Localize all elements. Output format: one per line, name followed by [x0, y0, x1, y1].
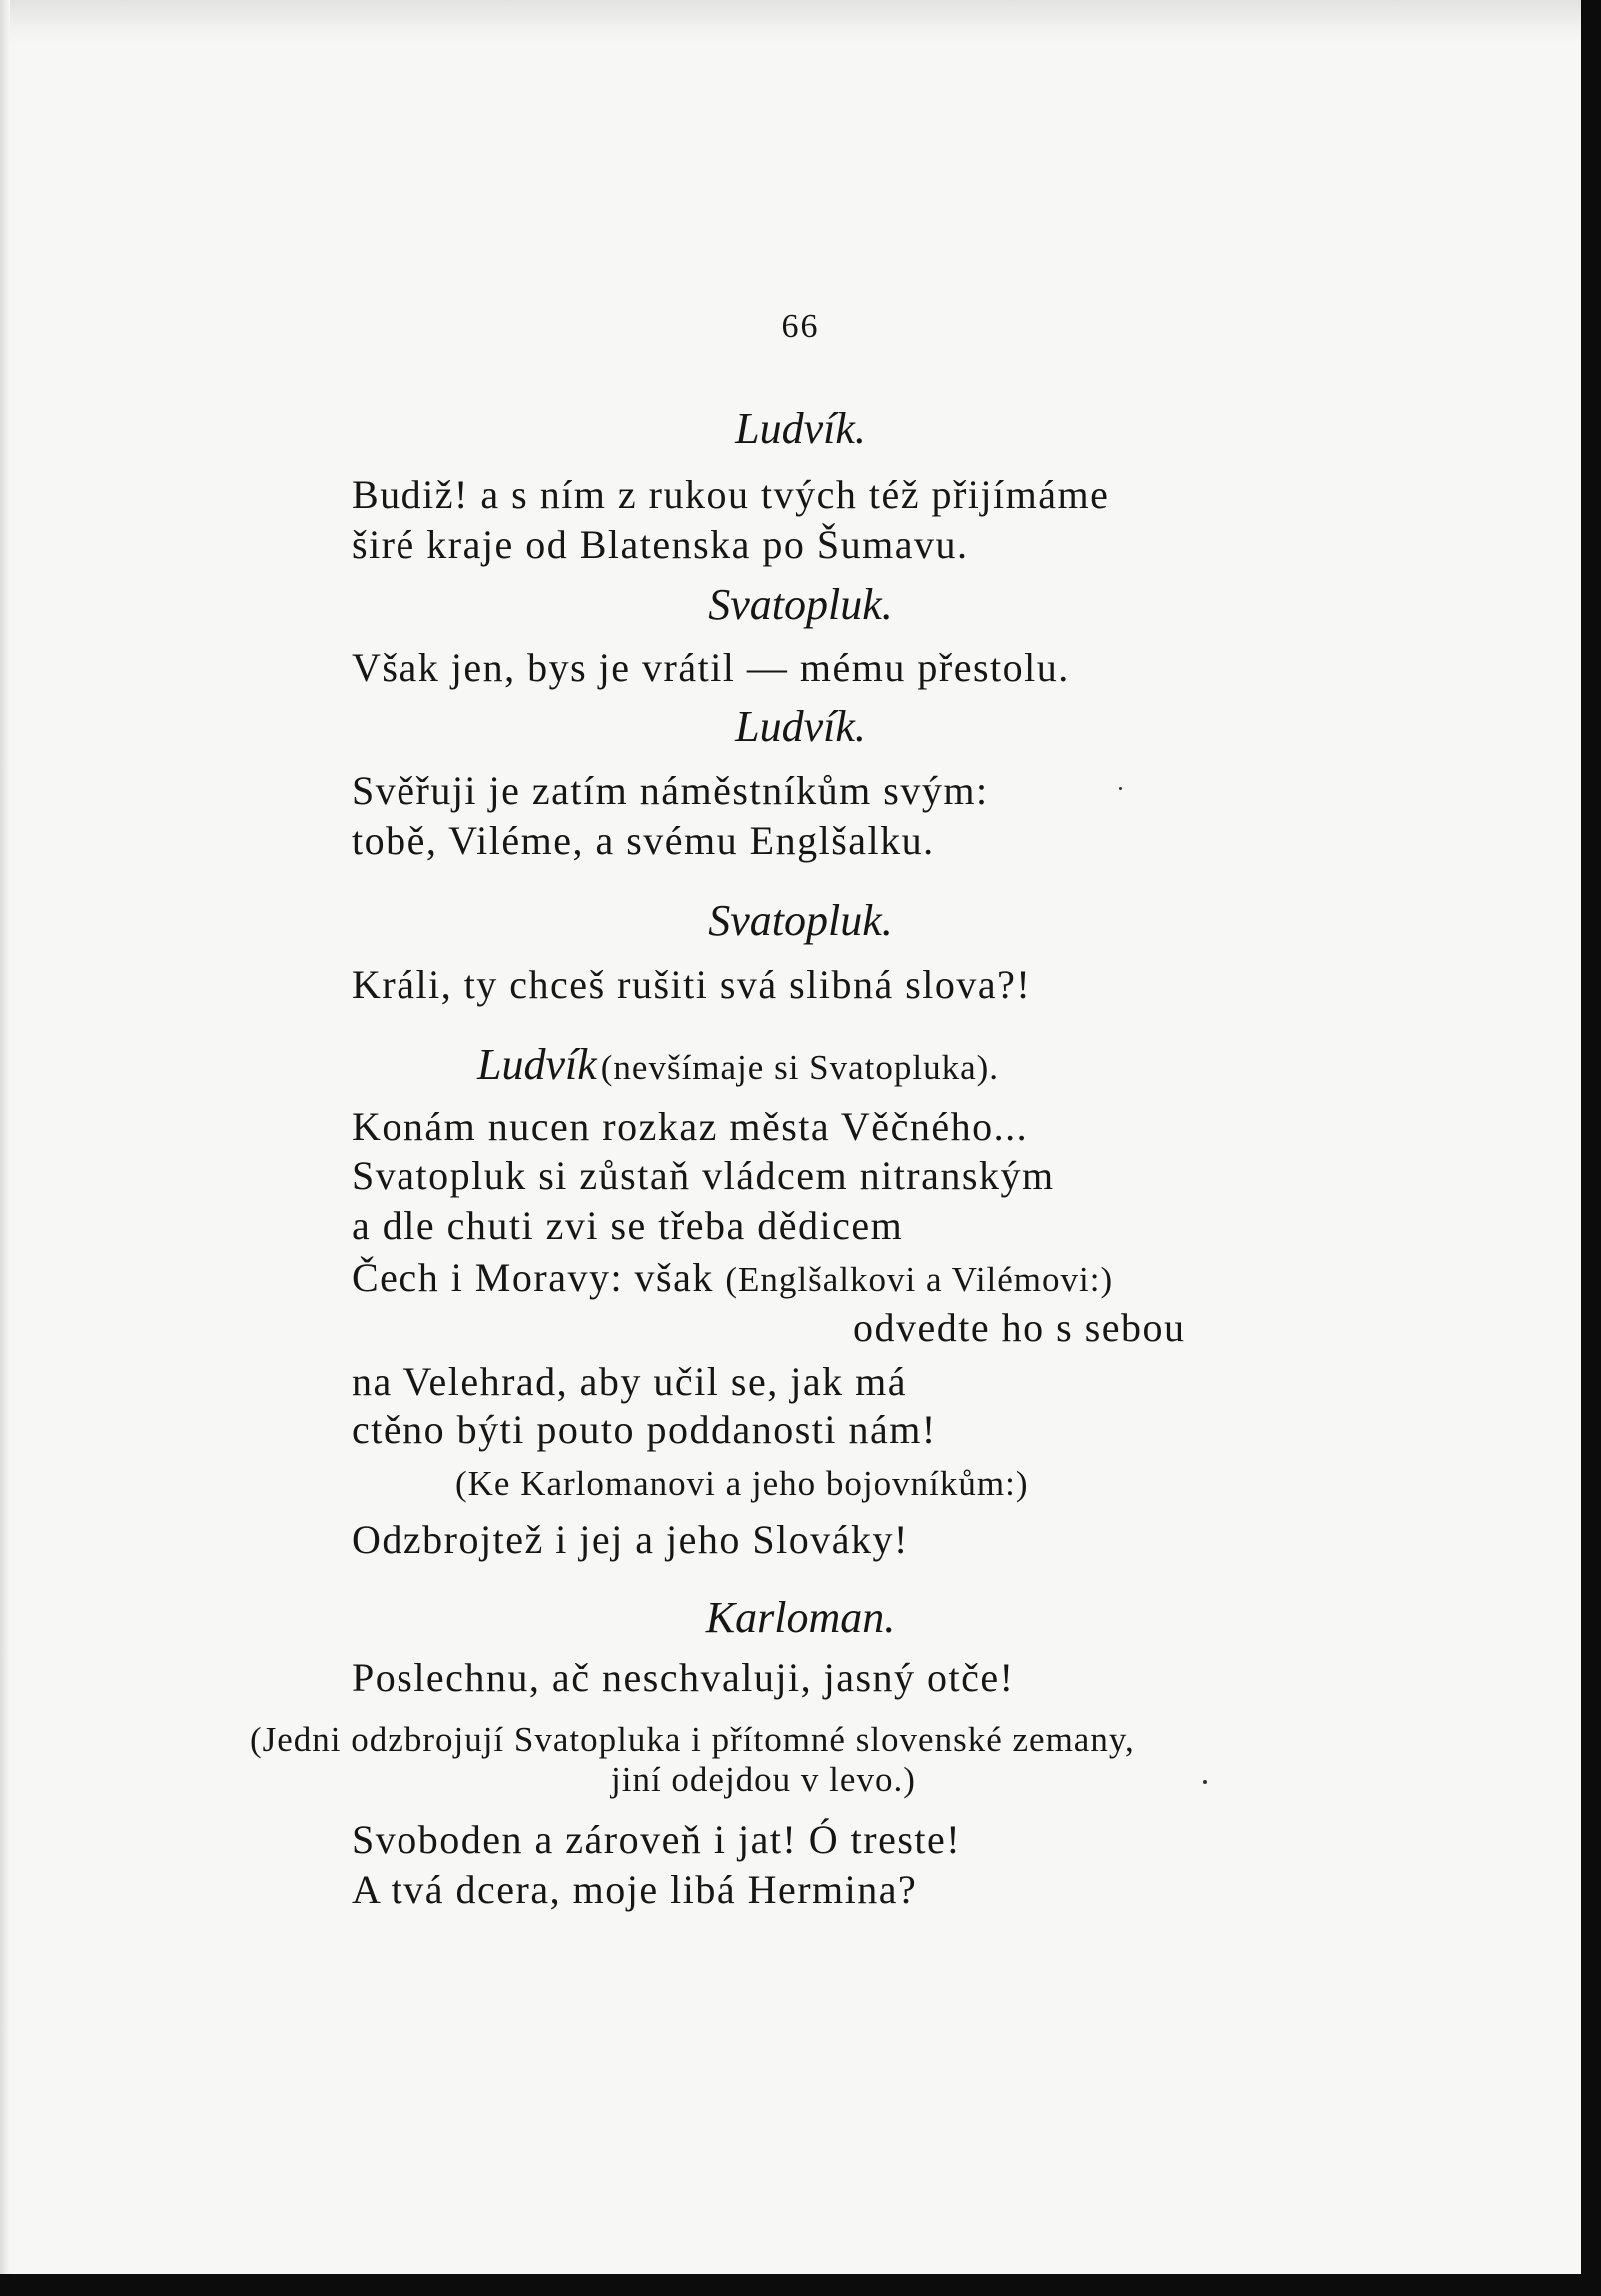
- scan-border-bottom: [0, 2274, 1601, 2296]
- verse-line: a dle chuti zvi se třeba dědicem: [352, 1203, 904, 1248]
- ink-speck: [1119, 787, 1122, 790]
- verse-line: tobě, Viléme, a svému Englšalku.: [352, 818, 935, 863]
- stage-direction: jiní odejdou v levo.): [611, 1760, 916, 1799]
- stage-direction: (Jedni odzbrojují Svatopluka i přítomné slovenské zemany,: [250, 1720, 1135, 1759]
- verse-line: Však jen, bys je vrátil — mému přestolu.: [352, 645, 1070, 690]
- verse-line: ctěno býti pouto poddanosti nám!: [352, 1407, 937, 1452]
- page-number: 66: [781, 308, 820, 345]
- verse-line: Poslechnu, ač neschvaluji, jasný otče!: [352, 1655, 1015, 1700]
- verse-line: Budiž! a s ním z rukou tvých též přijímáme: [352, 472, 1110, 517]
- verse-line: širé kraje od Blatenska po Šumavu.: [352, 522, 969, 567]
- verse-line: Svatopluk si zůstaň vládcem nitranským: [352, 1153, 1055, 1198]
- speaker-svatopluk: Svatopluk.: [708, 580, 893, 629]
- verse-text: Čech i Moravy: však: [352, 1255, 714, 1300]
- speaker-ludvik: Ludvík.: [735, 702, 866, 751]
- verse-line: odvedte ho s sebou: [853, 1305, 1186, 1350]
- verse-line: Konám nucen rozkaz města Věčného...: [352, 1104, 1029, 1148]
- verse-line: na Velehrad, aby učil se, jak má: [352, 1359, 907, 1404]
- ink-speck: [1203, 1780, 1207, 1784]
- stage-direction: (Englšalkovi a Vilémovi:): [725, 1260, 1114, 1299]
- verse-line: Svěřuji je zatím náměstníkům svým:: [352, 768, 989, 813]
- stage-direction: (Ke Karlomanovi a jeho bojovníkům:): [455, 1464, 1029, 1503]
- verse-line: A tvá dcera, moje libá Hermina?: [352, 1867, 918, 1912]
- scan-shadow-top: [0, 0, 1601, 44]
- verse-line: Králi, ty chceš rušiti svá slibná slova?!: [352, 962, 1032, 1007]
- verse-line: Svoboden a zároveň i jat! Ó treste!: [352, 1817, 962, 1862]
- verse-line: Odzbrojtež i jej a jeho Slováky!: [352, 1517, 909, 1562]
- speaker-karloman: Karloman.: [705, 1593, 896, 1642]
- speaker-name: Ludvík: [477, 1040, 597, 1089]
- speaker-ludvik-with-direction: [477, 1039, 999, 1090]
- speaker-svatopluk: Svatopluk.: [708, 896, 893, 945]
- stage-direction: (nevšímaje si Svatopluka).: [600, 1048, 1000, 1087]
- verse-line: [352, 1254, 1113, 1301]
- speaker-ludvik: Ludvík.: [735, 404, 866, 453]
